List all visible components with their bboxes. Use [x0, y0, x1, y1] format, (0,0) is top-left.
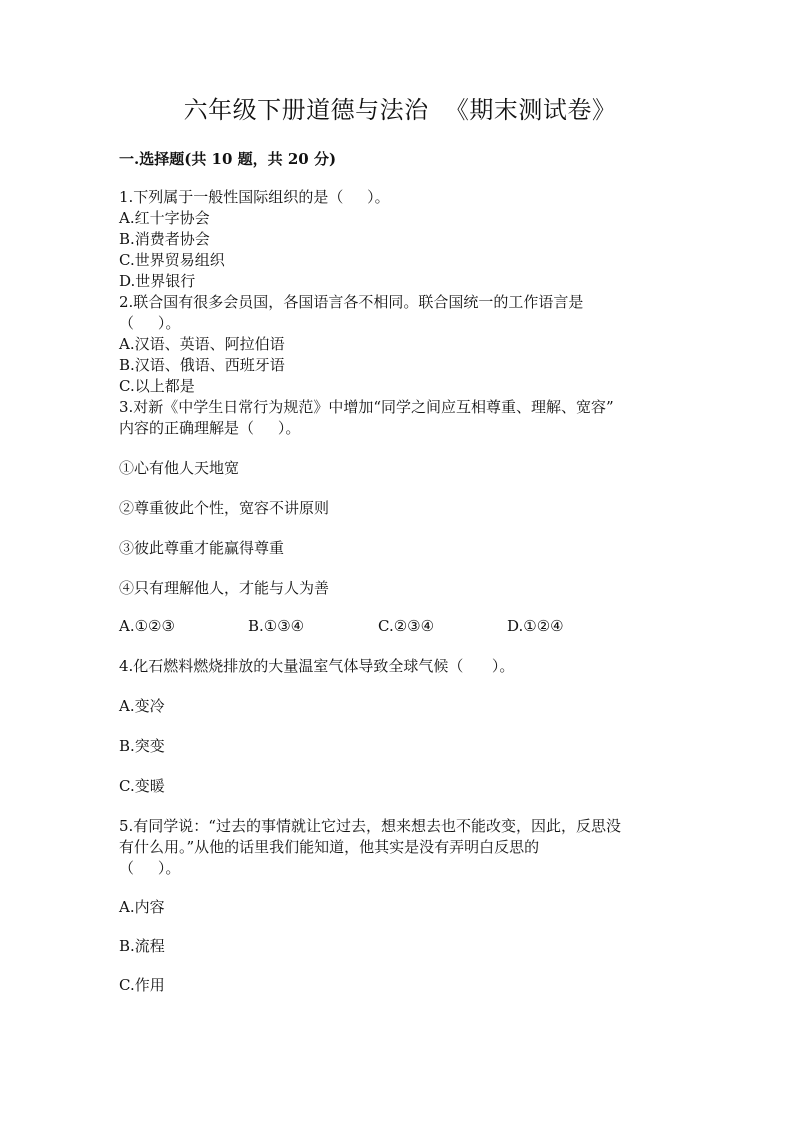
question-3-stem-continued: 内容的正确理解是（ ）。 — [119, 419, 301, 437]
question-5-stem-end: （ ）。 — [119, 859, 181, 877]
question-3-stem: 3.对新《中学生日常行为规范》中增加“同学之间应互相尊重、理解、宽容” — [119, 398, 614, 416]
question-5-option-b: B.流程 — [119, 937, 165, 955]
question-3-option-b: B.①③④ — [248, 617, 305, 635]
question-5-option-c: C.作用 — [119, 976, 165, 994]
page-title: 六年级下册道德与法治 《期末测试卷》 — [183, 96, 617, 124]
question-3-option-c: C.②③④ — [378, 617, 435, 635]
question-1-option-a: A.红十字协会 — [119, 209, 210, 227]
question-4-option-a: A.变冷 — [119, 697, 165, 715]
question-2-option-a: A.汉语、英语、阿拉伯语 — [119, 335, 285, 353]
question-5-stem-continued: 有什么用。”从他的话里我们能知道，他其实是没有弄明白反思的 — [119, 838, 540, 856]
question-1-option-c: C.世界贸易组织 — [119, 251, 225, 269]
question-3-statement-3: ③彼此尊重才能赢得尊重 — [119, 539, 285, 557]
question-1-option-d: D.世界银行 — [119, 272, 196, 290]
question-1-stem: 1.下列属于一般性国际组织的是（ ）。 — [119, 188, 390, 206]
question-2-option-b: B.汉语、俄语、西班牙语 — [119, 356, 285, 374]
question-4-option-b: B.突变 — [119, 737, 165, 755]
question-4-option-c: C.变暖 — [119, 777, 165, 795]
section-heading: 一.选择题(共 10 题，共 20 分) — [119, 150, 337, 168]
question-2-stem: 2.联合国有很多会员国，各国语言各不相同。联合国统一的工作语言是 — [119, 293, 584, 311]
question-1-option-b: B.消费者协会 — [119, 230, 210, 248]
question-5-option-a: A.内容 — [119, 898, 165, 916]
question-3-statement-2: ②尊重彼此个性，宽容不讲原则 — [119, 499, 330, 517]
question-2-option-c: C.以上都是 — [119, 377, 195, 395]
question-5-stem: 5.有同学说：“过去的事情就让它过去，想来想去也不能改变，因此，反思没 — [119, 817, 621, 835]
question-3-option-d: D.①②④ — [507, 617, 564, 635]
question-3-option-a: A.①②③ — [119, 617, 175, 635]
question-2-stem-continued: （ ）。 — [119, 314, 181, 332]
question-3-statement-1: ①心有他人天地宽 — [119, 459, 240, 477]
question-3-statement-4: ④只有理解他人，才能与人为善 — [119, 579, 330, 597]
question-4-stem: 4.化石燃料燃烧排放的大量温室气体导致全球气候（ ）。 — [119, 657, 515, 675]
